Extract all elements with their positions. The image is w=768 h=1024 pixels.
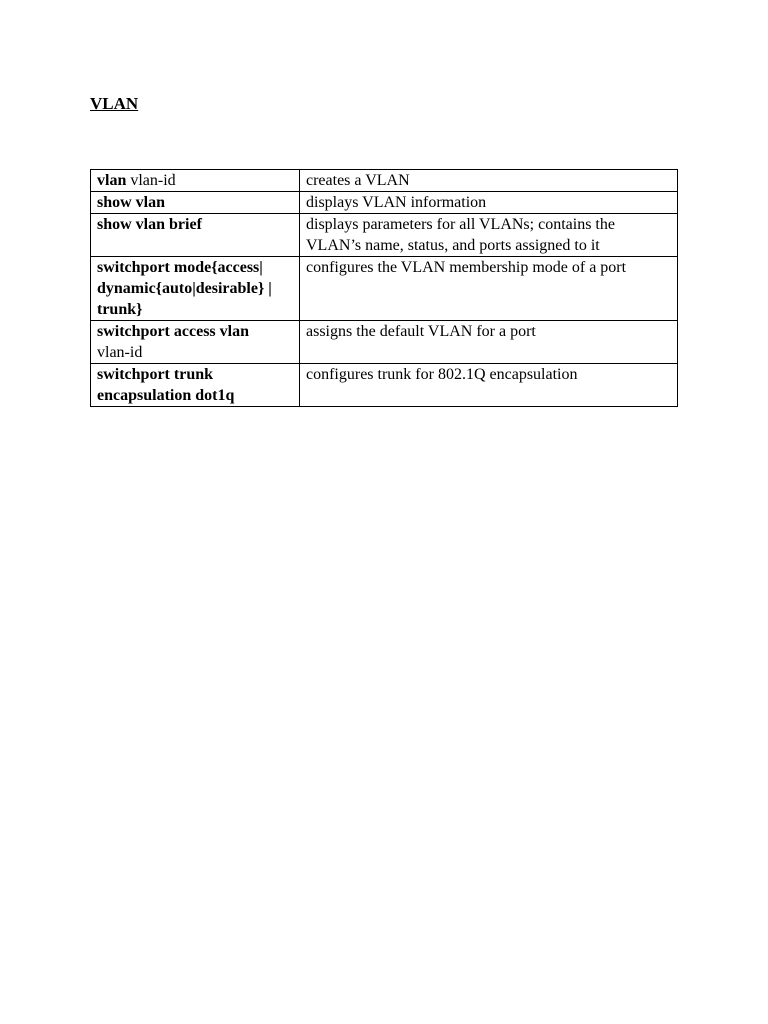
command-keyword: switchport mode{access| dynamic{auto|desirable} | trunk} [97, 259, 272, 318]
command-cell [91, 214, 300, 257]
command-keyword: show vlan [97, 194, 166, 211]
description-cell: creates a VLAN [300, 170, 678, 192]
table-row [91, 214, 678, 257]
description-cell: assigns the default VLAN for a port [300, 321, 678, 364]
command-cell [91, 257, 300, 321]
command-cell [91, 364, 300, 407]
command-cell [91, 321, 300, 364]
command-argument: vlan-id [126, 172, 176, 189]
command-cell [91, 192, 300, 214]
page-title: VLAN [90, 94, 139, 113]
vlan-command-table [90, 169, 678, 407]
command-keyword: switchport trunk encapsulation dot1q [97, 366, 235, 404]
command-cell [91, 170, 300, 192]
description-cell: displays parameters for all VLANs; contains the VLAN’s name, status, and ports assigned to it [300, 214, 678, 257]
command-keyword: show vlan brief [97, 216, 202, 233]
table-row [91, 192, 678, 214]
description-cell: configures the VLAN membership mode of a port [300, 257, 678, 321]
command-argument: vlan-id [97, 344, 143, 361]
description-cell: displays VLAN information [300, 192, 678, 214]
table-row [91, 321, 678, 364]
table-row [91, 257, 678, 321]
description-cell: configures trunk for 802.1Q encapsulation [300, 364, 678, 407]
table-row [91, 170, 678, 192]
table-row [91, 364, 678, 407]
command-keyword: switchport access vlan [97, 323, 249, 340]
command-keyword: vlan [97, 172, 127, 189]
